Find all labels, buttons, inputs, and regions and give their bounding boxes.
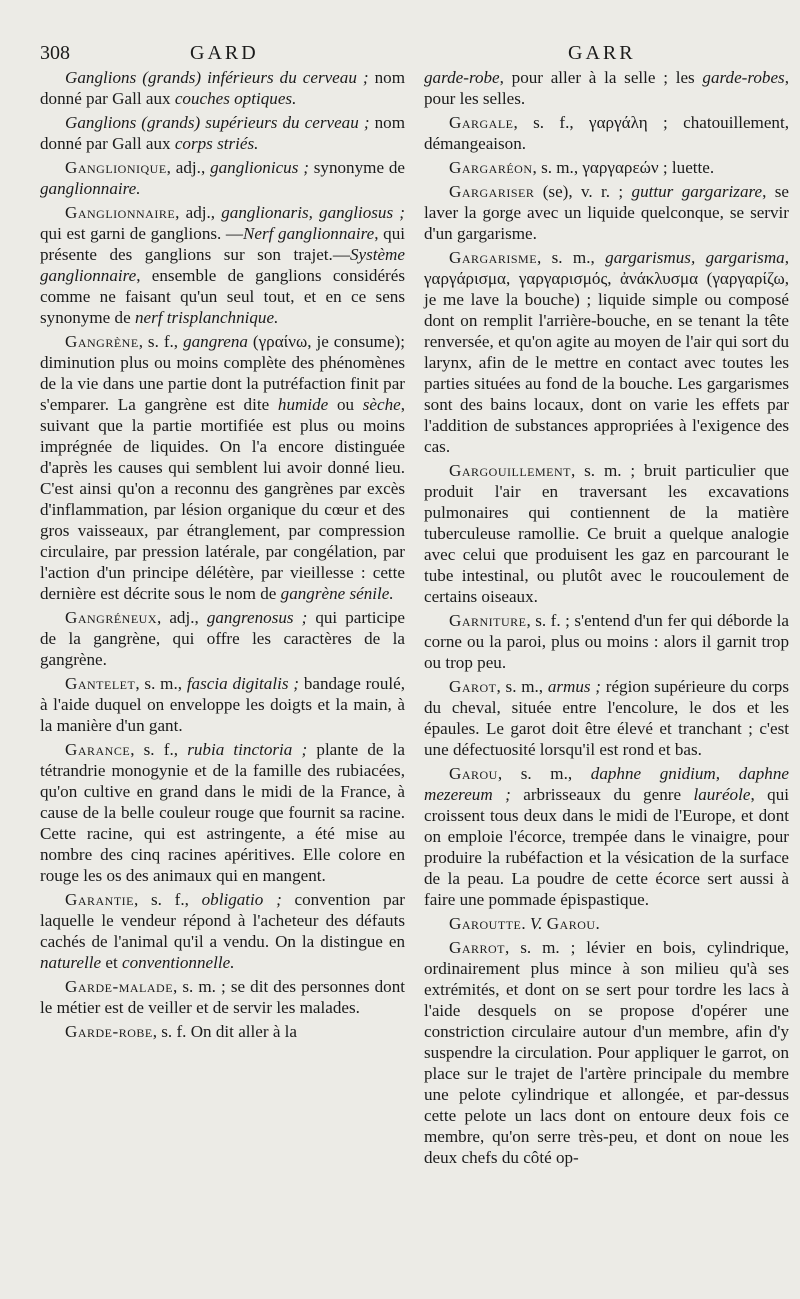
entry-italic-text: lauréole [693,785,751,804]
entry-text: , s. m. ; se dit des personnes dont le métier est de veiller et de servir les malades. [40,977,405,1017]
entry-text: , s. f. On dit aller à la [152,1022,298,1041]
entry-text: nom donné par Gall aux [40,68,405,108]
entry-italic-text: corps striés. [174,134,259,153]
entry-text: , qui croissent tous deux dans le midi de l'Europe, et dont on emploie l'écorce, trempée dans le vinaigre, pour produire la rubéfaction et la vésication de la surface de la peau. La poudre de cette écorce sert aussi à faire une pommade épispastique. [424,785,789,909]
entry-italic-text: naturelle [40,953,102,972]
left-running-head: GARD [190,42,259,64]
entry-italic-text: Ganglions (grands) inférieurs du cerveau ; [65,68,369,87]
entry-headword: Gargariser [449,182,535,201]
entry-text: et [101,953,122,972]
entry-text: , pour les selles. [424,68,789,108]
dictionary-entry-gargarisme [424,247,789,457]
entry-text: , adj., [157,608,207,627]
dictionary-entry-gangreneux [40,607,405,670]
dictionary-entry-gangrene [40,331,405,604]
entry-headword: Gangrène [65,332,139,351]
entry-headword: Garou [449,764,498,783]
entry-text: , γαργάρισμα, γαργαρισμός, ἀνάκλυσμα (γαργαρίζω, je me lave la bouche) ; liquide simple ou composé dont on remplit l'arrière-bouche, en se tenant la tête renversée, et qu'on agite au moyen de l'air qui sort du larynx, afin de le mettre en contact avec toutes les parties situées au fond de la bouche. Les gargarismes sont des bains locaux, dont on varie les effets par l'addition de substances appropriées à l'exigence des cas. [424,248,789,456]
entry-italic-text: gargarismus, gargarisma [605,248,785,267]
entry-text: , s. m., [537,248,606,267]
entry-text: . [595,914,600,933]
dictionary-entry-garance [40,739,405,886]
entry-headword: Garoutte [449,914,522,933]
entry-italic-text: gangrena [183,332,248,351]
entry-text: qui est garni de ganglions. — [40,224,244,243]
entry-headword: Garde-robe [65,1022,153,1041]
right-running-head: GARR [568,42,636,64]
entry-italic-text: ganglionnaire. [40,179,141,198]
entry-text: , s. m. ; lévier en bois, cylindrique, ordinairement plus mince à son milieu qu'à ses extrémités, et dont on se sert pour tordre les lacs à l'aide desquels on se propose d'opérer une constriction circulaire autour d'un membre, afin d'y suspendre la circulation. Pour appliquer le garrot, on place sur le trajet de l'artère principale du membre une pelote cylindrique et allongée, et par-dessus cette pelote un lacs dont on entoure deux fois ce membre, qu'on serre très-peu, et dont on noue les deux chefs du côté op- [424,938,789,1167]
entry-text: , ensemble de ganglions considérés comme ne faisant qu'un seul tout, et en ce sens synonyme de [40,266,405,327]
entry-text: , adj., [175,203,222,222]
dictionary-entry-garniture [424,610,789,673]
entry-text: , s. f., [134,890,202,909]
dictionary-entry-ganglions-inferieurs [40,67,405,109]
entry-italic-text: armus ; [547,677,601,696]
dictionary-entry-ganglionique [40,157,405,199]
entry-headword: Gargarisme [449,248,538,267]
entry-text: , s. f., γαργάλη ; chatouillement, démangeaison. [424,113,789,153]
entry-italic-text: obligatio ; [201,890,282,909]
dictionary-entry-gargouillement [424,460,789,607]
entry-text: qui participe de la gangrène, qui offre les caractères de la gangrène. [40,608,405,669]
entry-text: , qui présente des ganglions sur son trajet.— [40,224,406,264]
entry-text: plante de la tétrandrie monogynie et de la famille des rubiacées, qu'on cultive en grand dans le midi de la France, à cause de la belle couleur rouge que fournit sa racine. Cette racine, qui est astringente, a été mise au nombre des cinq racines apéritives. Elle colore en rouge les os des animaux qui en mangent. [40,740,406,885]
entry-headword: Garou [546,914,596,933]
entry-text: nom donné par Gall aux [40,113,405,153]
dictionary-entry-garot [424,676,789,760]
entry-text: , adj., [166,158,211,177]
dictionary-entry-ganglionnaire [40,202,405,328]
entry-text: , s. f., [138,332,184,351]
entry-text: , s. m., γαργαρεών ; luette. [532,158,715,177]
right-column [424,67,789,1171]
entry-headword: Garrot [449,938,506,957]
page-number: 308 [40,42,70,64]
dictionary-entry-garde-robe [40,1021,405,1042]
entry-italic-text: Ganglions (grands) supérieurs du cerveau ; [65,113,370,132]
entry-italic-text: fascia digitalis ; [186,674,300,693]
entry-italic-text: guttur gargarizare [631,182,763,201]
entry-headword: Gargale [449,113,514,132]
entry-italic-text: couches optiques. [174,89,297,108]
dictionary-entry-gantelet [40,673,405,736]
dictionary-entry-garantie [40,889,405,973]
entry-text: , suivant que la partie mortifiée est plus ou moins imprégnée de liquides. On l'a encore distinguée d'après les causes qui semblent lui avoir donné lieu. C'est ainsi qu'on a reconnu des gangrènes par excès d'inflammation, par lésion organique du cœur et des gros vaisseaux, par étranglement, par compression circulaire, par pression latérale, par congélation, par l'action d'un principe délétère, par vieillesse : cette dernière est décrite sous le nom de [40,395,405,603]
left-column [40,67,405,1045]
entry-italic-text: Système ganglionnaire [40,245,405,285]
entry-italic-text: V. [529,914,543,933]
dictionary-entry-garrot [424,937,789,1168]
page-header [0,32,800,66]
entry-italic-text: rubia tinctoria ; [187,740,308,759]
entry-headword: Garde-malade [65,977,174,996]
entry-italic-text: sèche [362,395,401,414]
dictionary-entry-garoutte [424,913,789,934]
entry-headword: Gangréneux [65,608,158,627]
entry-italic-text: garde-robe [424,68,500,87]
dictionary-entry-garde-malade [40,976,405,1018]
entry-italic-text: nerf trisplanchnique. [134,308,279,327]
entry-text: , s. m., [497,764,591,783]
entry-text: , se laver la gorge avec un liquide quelconque, se servir d'un gargarisme. [424,182,789,243]
entry-italic-text: conventionnelle. [121,953,235,972]
entry-text: (se), v. r. ; [534,182,632,201]
dictionary-entry-ganglions-superieurs [40,112,405,154]
entry-text: , s. f., [130,740,188,759]
dictionary-entry-garou [424,763,789,910]
entry-italic-text: ganglionicus ; [210,158,309,177]
entry-italic-text: Nerf ganglionnaire [243,224,375,243]
entry-text: ou [328,395,363,414]
entry-headword: Garniture [449,611,527,630]
entry-headword: Garot [449,677,497,696]
entry-headword: Gargaréon [449,158,533,177]
entry-headword: Garance [65,740,131,759]
entry-headword: Gargouillement [449,461,571,480]
entry-headword: Gantelet [65,674,136,693]
entry-headword: Ganglionique [65,158,167,177]
dictionary-entry-gargariser [424,181,789,244]
entry-text: synonyme de [308,158,406,177]
dictionary-entry-garde-robe-cont [424,67,789,109]
entry-text: (γραίνω, je consume); diminution plus ou moins complète des phénomènes de la vie dans une partie dont la putréfaction finit par s'emparer. La gangrène est dite [40,332,406,414]
dictionary-entry-gargareon [424,157,789,178]
entry-text: , s. f. ; s'entend d'un fer qui déborde la corne ou la paroi, plus ou moins : alors il garnit trop ou trop peu. [424,611,789,672]
entry-text: bandage roulé, à l'aide duquel on enveloppe les doigts et la main, à la manière d'un gant. [40,674,405,735]
entry-italic-text: ganglionaris, gangliosus ; [221,203,405,222]
entry-headword: Garantie [65,890,135,909]
entry-headword: Ganglionnaire [65,203,176,222]
entry-text: arbrisseaux du genre [510,785,694,804]
entry-italic-text: daphne gnidium, daphne mezereum ; [424,764,789,804]
dictionary-entry-gargale [424,112,789,154]
entry-italic-text: garde-robes [702,68,785,87]
entry-text: , s. m. ; bruit particulier que produit l'air en traversant les excavations pulmonaires qui contiennent de la matière tuberculeuse ramollie. Ce bruit a quelque analogie avec celui que produisent les gaz en parcourant le tube intestinal, ou plutôt avec le roucoulement de certains oiseaux. [424,461,789,606]
entry-italic-text: humide [277,395,329,414]
entry-italic-text: gangrenosus ; [206,608,308,627]
entry-italic-text: gangrène sénile. [280,584,394,603]
entry-text: , s. m., [496,677,548,696]
entry-text: région supérieure du corps du cheval, située entre l'encolure, le dos et les épaules. Le garot doit être élevé et tranchant ; c'est une défectuosité lorsqu'il est rond et bas. [424,677,789,759]
entry-text: , s. m., [135,674,187,693]
entry-text: . [521,914,530,933]
entry-text: convention par laquelle le vendeur répond à l'acheteur des défauts cachés de l'animal qu'il a vendu. On la distingue en [40,890,406,951]
entry-text: , pour aller à la selle ; les [499,68,703,87]
